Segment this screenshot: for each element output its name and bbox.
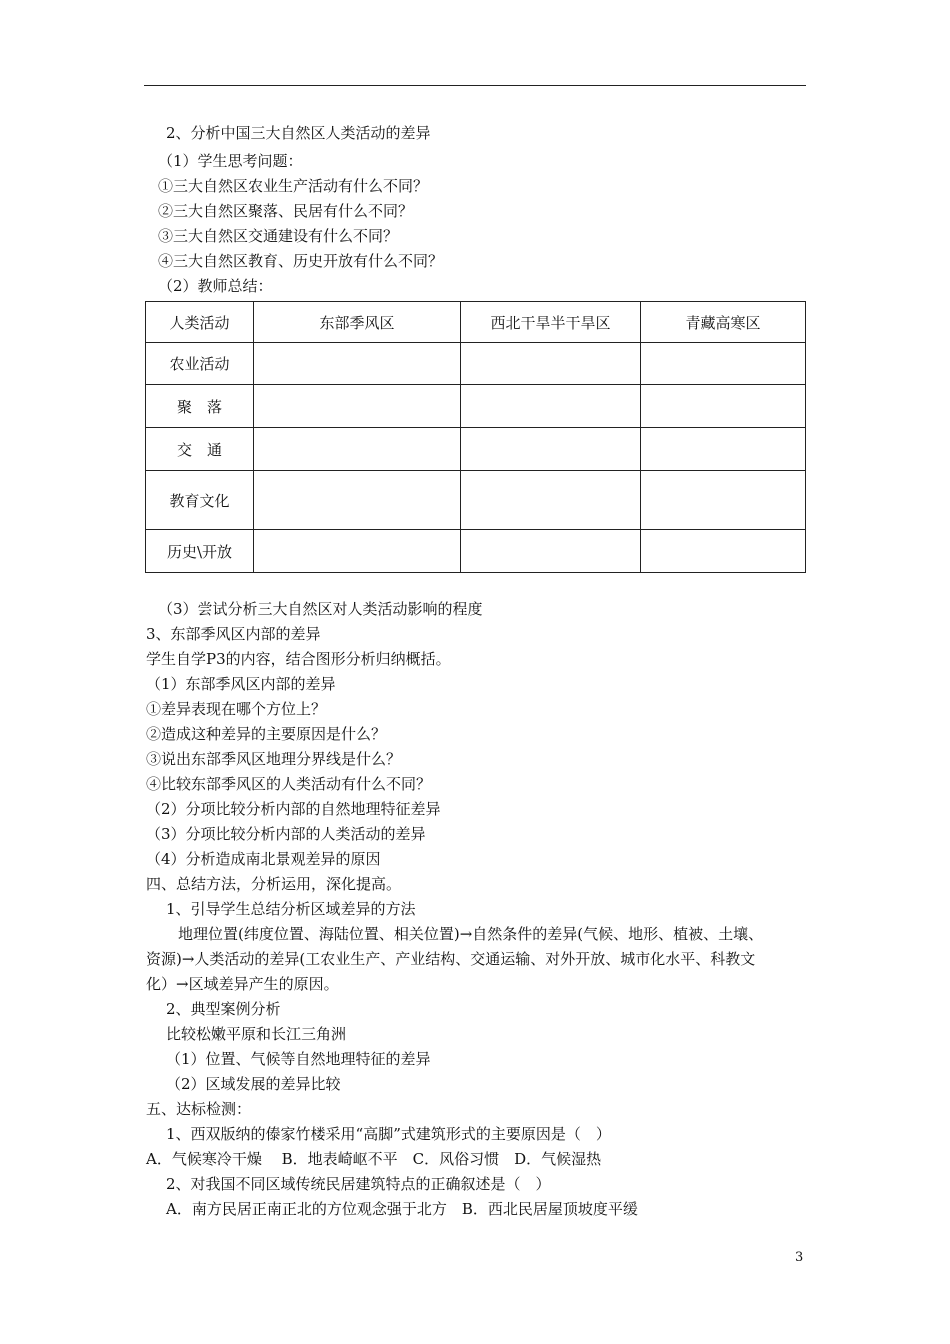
section3-question-1: ①差异表现在哪个方位上？ (146, 700, 327, 718)
table-row (146, 343, 806, 385)
section3-sub4: （4）分析造成南北景观差异的原因 (146, 850, 381, 868)
table-header-row (146, 302, 806, 343)
table-header-cell: 人类活动 (146, 302, 254, 343)
section3-heading: 3、东部季风区内部的差异 (146, 625, 321, 643)
section3-sub3: （3）分项比较分析内部的人类活动的差异 (146, 825, 426, 843)
table-cell (254, 343, 461, 385)
row-label: 历史\开放 (146, 530, 254, 573)
table-cell (254, 385, 461, 428)
section2-heading: 2、分析中国三大自然区人类活动的差异 (166, 124, 431, 142)
quiz-question-2-options: A．南方民居正南正北的方位观念强于北方 B．西北民居屋顶坡度平缓 (166, 1200, 638, 1218)
part4-item2: 2、典型案例分析 (166, 1000, 281, 1018)
row-label: 农业活动 (146, 343, 254, 385)
table-cell (641, 385, 806, 428)
table-cell (254, 428, 461, 471)
table-cell (254, 471, 461, 530)
table-cell (641, 471, 806, 530)
table-cell (641, 343, 806, 385)
section3-question-4: ④比较东部季风区的人类活动有什么不同？ (146, 775, 432, 793)
table-header-cell: 东部季风区 (254, 302, 461, 343)
section2-sub2: （2）教师总结： (158, 277, 273, 295)
quiz-question-1-options: A．气候寒冷干燥 B．地表崎岖不平 C．风俗习惯 D．气候湿热 (146, 1150, 602, 1168)
case-title: 比较松嫩平原和长江三角洲 (166, 1025, 347, 1043)
section2-sub1: （1）学生思考问题： (158, 152, 303, 170)
table-cell (461, 530, 641, 573)
quiz-question-1: 1、西双版纳的傣家竹楼采用“高脚”式建筑形式的主要原因是（ ） (166, 1125, 611, 1143)
section3-sub2: （2）分项比较分析内部的自然地理特征差异 (146, 800, 441, 818)
method-line-3: 化）→区域差异产生的原因。 (146, 975, 339, 993)
section2-question-4: ④三大自然区教育、历史开放有什么不同？ (158, 252, 444, 270)
header-rule (144, 85, 806, 86)
table-cell (461, 471, 641, 530)
table-row (146, 385, 806, 428)
section3-question-2: ②造成这种差异的主要原因是什么？ (146, 725, 387, 743)
table-header-cell: 青藏高寒区 (641, 302, 806, 343)
table-cell (461, 385, 641, 428)
table-cell (254, 530, 461, 573)
method-line-1: 地理位置(纬度位置、海陆位置、相关位置)→自然条件的差异(气候、地形、植被、土壤、 (178, 925, 764, 943)
part5-heading: 五、达标检测： (146, 1100, 252, 1118)
row-label: 交 通 (146, 428, 254, 471)
section2-question-1: ①三大自然区农业生产活动有什么不同？ (158, 177, 429, 195)
section3-sub1: （1）东部季风区内部的差异 (146, 675, 336, 693)
table-row (146, 428, 806, 471)
case-sub2: （2）区域发展的差异比较 (166, 1075, 341, 1093)
table-row (146, 471, 806, 530)
table-cell (461, 343, 641, 385)
row-label: 聚 落 (146, 385, 254, 428)
part4-heading: 四、总结方法，分析运用，深化提高。 (146, 875, 402, 893)
case-sub1: （1）位置、气候等自然地理特征的差异 (166, 1050, 431, 1068)
page-number: 3 (795, 1250, 804, 1265)
section2-question-3: ③三大自然区交通建设有什么不同？ (158, 227, 399, 245)
section2-question-2: ②三大自然区聚落、民居有什么不同？ (158, 202, 414, 220)
row-label: 教育文化 (146, 471, 254, 530)
table-cell (641, 530, 806, 573)
table-cell (641, 428, 806, 471)
quiz-question-2: 2、对我国不同区域传统民居建筑特点的正确叙述是（ ） (166, 1175, 551, 1193)
section3-intro: 学生自学P3的内容，结合图形分析归纳概括。 (146, 650, 451, 668)
human-activity-table (145, 301, 806, 573)
table-header-cell: 西北干旱半干旱区 (461, 302, 641, 343)
section3-question-3: ③说出东部季风区地理分界线是什么？ (146, 750, 402, 768)
table-cell (461, 428, 641, 471)
method-line-2: 资源)→人类活动的差异(工农业生产、产业结构、交通运输、对外开放、城市化水平、科教文 (146, 950, 756, 968)
section2-sub3: （3）尝试分析三大自然区对人类活动影响的程度 (158, 600, 483, 618)
table-row (146, 530, 806, 573)
part4-item1: 1、引导学生总结分析区域差异的方法 (166, 900, 416, 918)
